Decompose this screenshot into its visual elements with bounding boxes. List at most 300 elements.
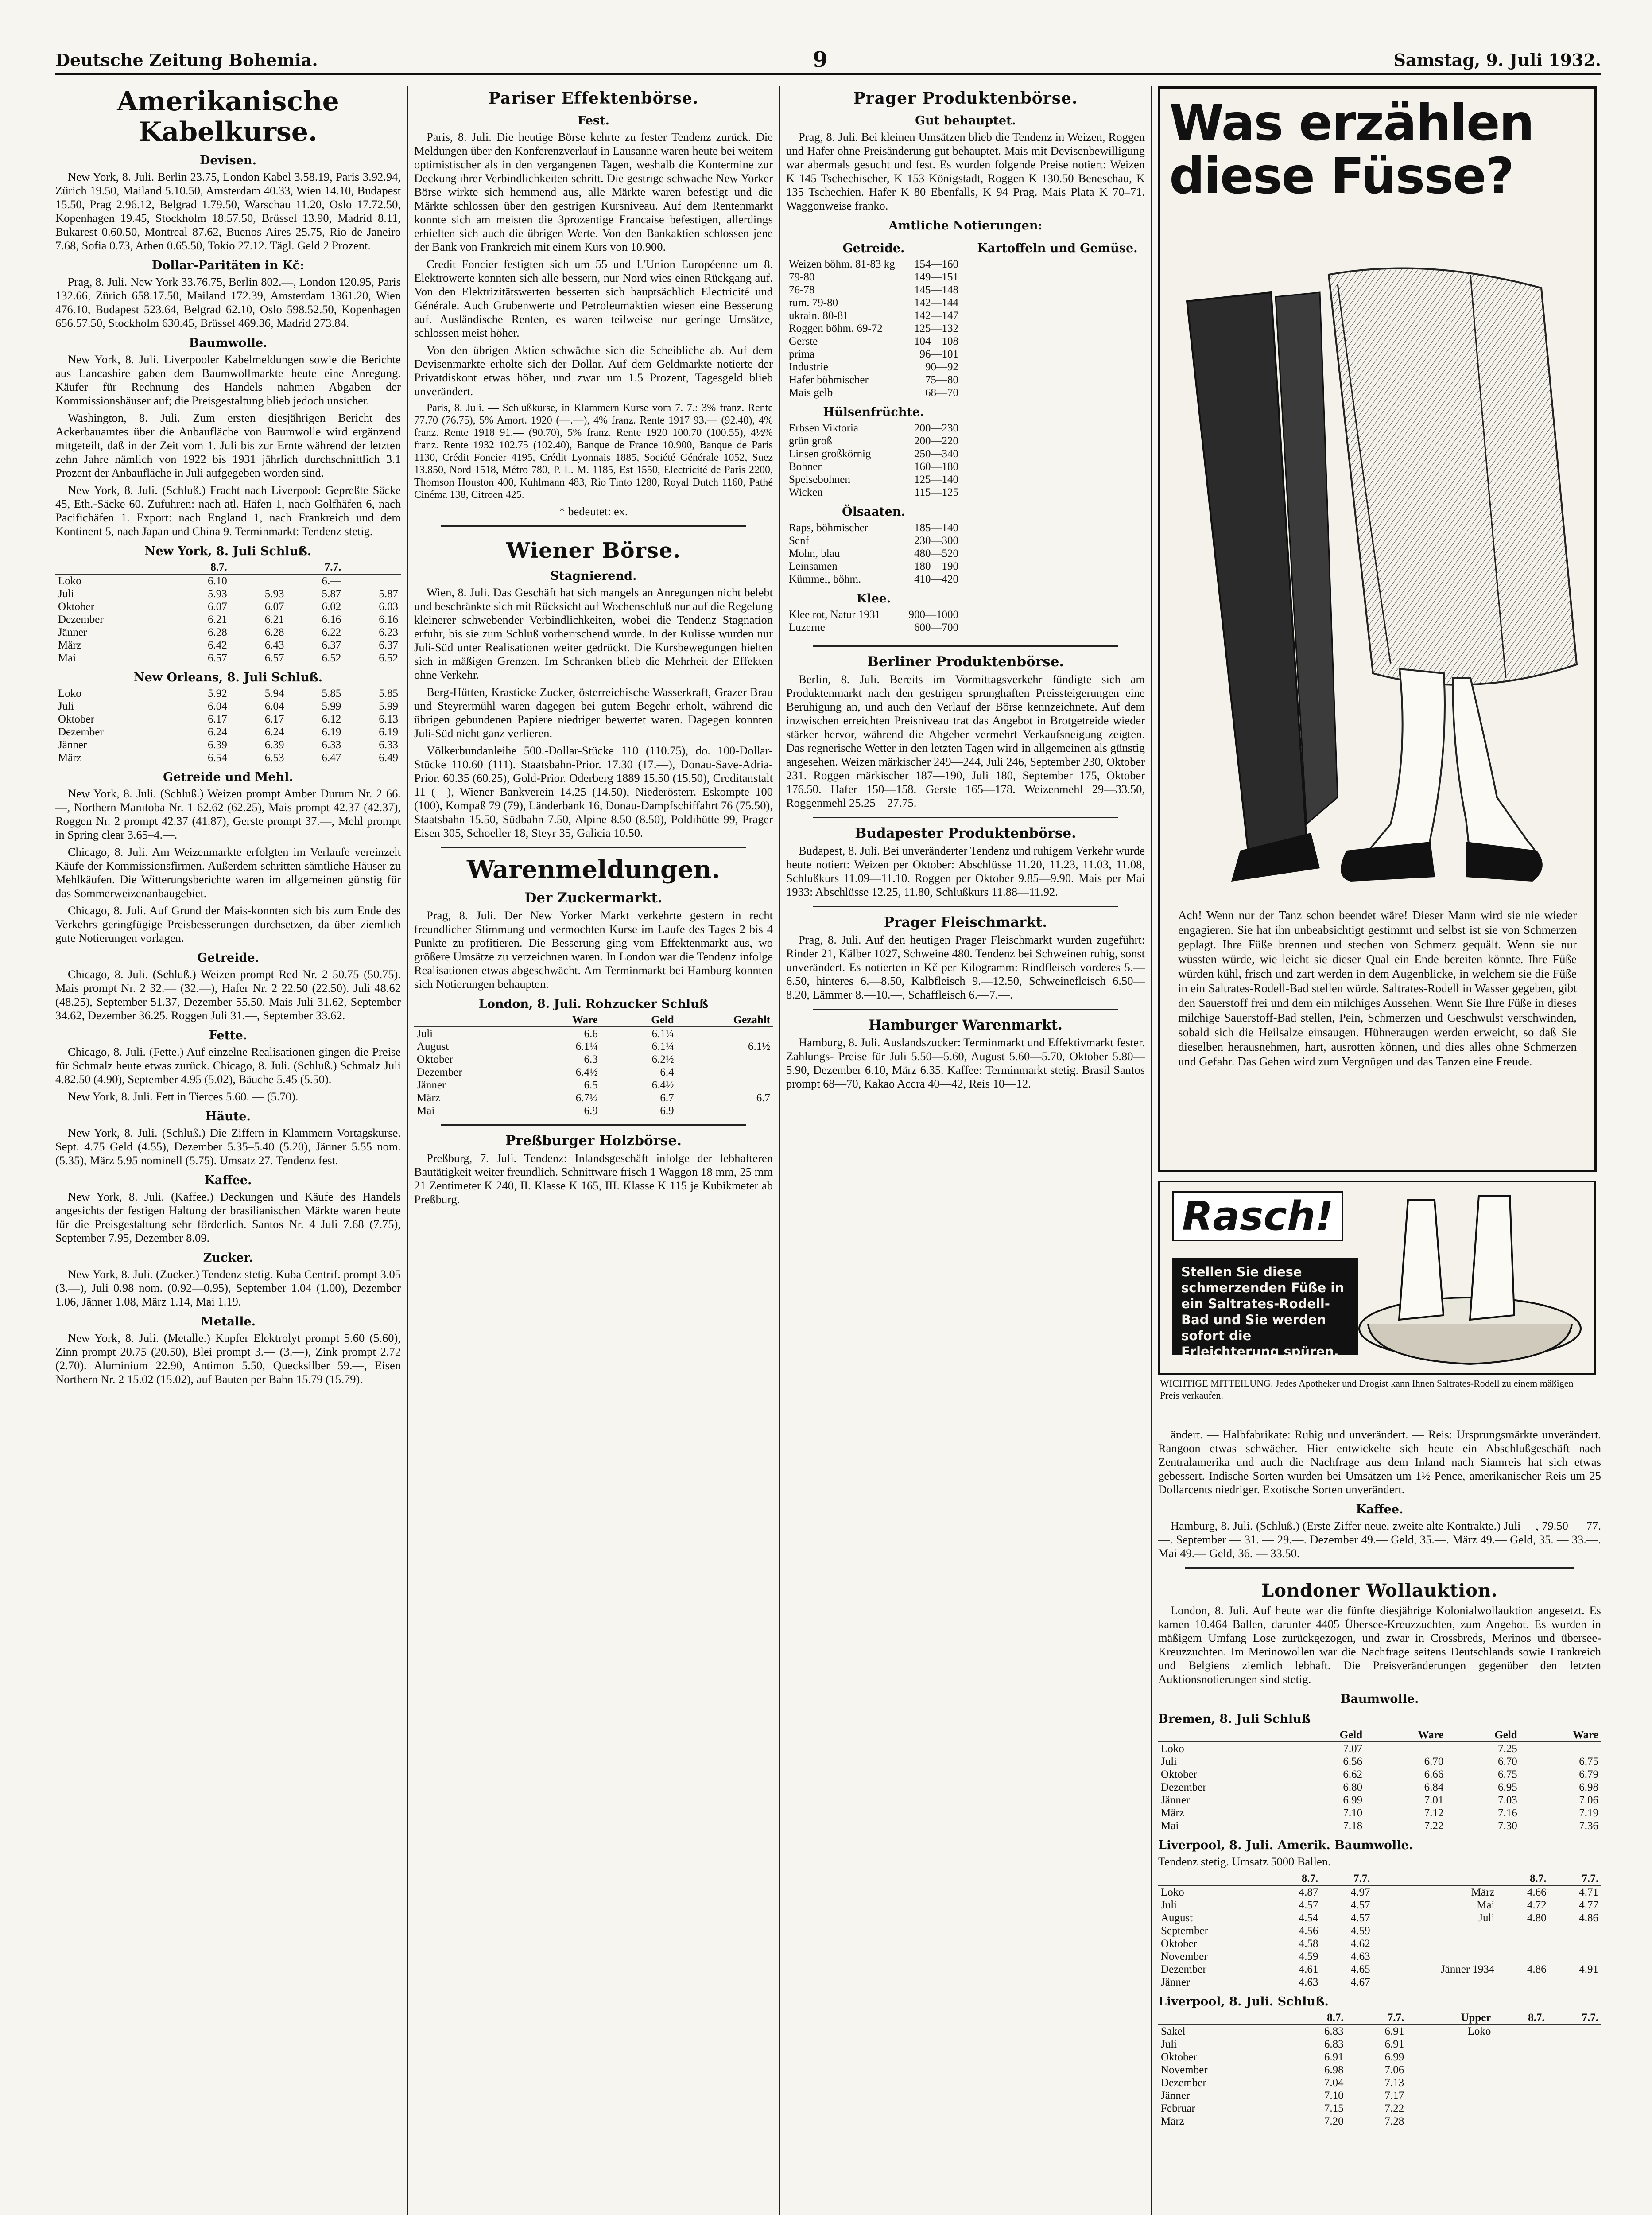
table-caption: New York, 8. Juli Schluß. [144, 544, 312, 558]
quote-value: 6.83 [1324, 2038, 1344, 2050]
quote-value: 6.75 [1497, 1768, 1517, 1780]
subsection-title: Hamburger Warenmarkt. [869, 1017, 1063, 1033]
article-text: Washington, 8. Juli. Zum ersten diesjährigen Bericht des Ackerbauamtes über die Anbaufläche von Baumwolle wird ergänzend mitgeteilt, daß in der Zeit vom 1. Juli bis zur Ernte während der letzten zehn Jahre nämlich von 1922 bis 1931 jährlich durchschnittlich 3.1 Prozent der Anbaufläche in Juli aufgegeben worden sind. [55, 411, 401, 479]
row-label: Bohnen [789, 461, 823, 473]
table-row [786, 361, 961, 373]
column-rule [1151, 86, 1152, 2215]
table-row [414, 1079, 773, 1092]
article-text: Chicago, 8. Juli. Am Weizenmarkte erfolgten im Verlaufe vereinzelt Käufe der Kommissionsfirmen. Außerdem schritten sämtliche Häuser zu Mehlkäufen. Die Witterungsberichte waren im allgemeinen günstig für das Sommerweizenanbaugebiet. [55, 845, 401, 900]
column-2 [414, 86, 773, 2215]
quote-value: 6.16 [322, 614, 341, 626]
row-label: Linsen großkörnig [789, 448, 871, 460]
table-row [786, 322, 961, 335]
quote-value: 6.6 [584, 1028, 598, 1040]
quote-value: 7.25 [1497, 1743, 1517, 1755]
quote-value: 7.28 [1384, 2115, 1404, 2127]
quote-value: 7.07 [1343, 1743, 1363, 1755]
quote-value: 6.28 [264, 626, 284, 638]
divider [1185, 1567, 1574, 1569]
table-caption: Bremen, 8. Juli Schluß [1158, 1712, 1311, 1726]
quote-value: 6.54 [207, 752, 227, 764]
quote-value: 6.21 [264, 614, 284, 626]
quote-value [1493, 2038, 1547, 2051]
article-text: New York, 8. Juli. (Schluß.) Die Ziffern in Klammern Vortagskurse. Sept. 4.75 Geld (4.55), Dezember 5.35–5.40 (5.20), Jänner 5.55 nom. (5.35), März 5.95 nominell (5.75). Umsatz 27. Tendenz fest. [55, 1126, 401, 1167]
ad-notice: WICHTIGE MITTEILUNG. Jedes Apotheker und Drogist kann Ihnen Saltrates-Rodell zu einem mäßigen Preis verkaufen. [1160, 1378, 1574, 1401]
table-row [55, 574, 401, 587]
table-header: Ware Geld Gezahlt [414, 1014, 773, 1027]
table-row [786, 447, 961, 460]
quote-value: 6.53 [264, 752, 284, 764]
quote-value: 4.56 [1299, 1925, 1318, 1937]
table-row [1158, 1912, 1601, 1924]
quote-value: 6.99 [1343, 1794, 1363, 1806]
quote-value: 6.19 [379, 726, 398, 738]
quote-value: 6.70 [1497, 1756, 1517, 1768]
table-row [786, 348, 961, 361]
subsection-title: Hülsenfrüchte. [823, 405, 924, 419]
row-label: März [58, 752, 81, 764]
quote-value: Juli [1478, 1912, 1495, 1924]
quote-table [1158, 1872, 1601, 1989]
subsection-title: Gut behauptet. [915, 114, 1016, 128]
divider [813, 1009, 1118, 1010]
row-label: Jänner [58, 626, 87, 638]
table-row [414, 1066, 773, 1079]
table-row [786, 373, 961, 386]
table-row [1158, 2089, 1601, 2102]
footnote: * bedeutet: ex. [559, 505, 628, 518]
table-row [786, 547, 961, 560]
subsection-title: Preßburger Holzbörse. [505, 1133, 682, 1149]
ad-headline: Was erzählen diese Füsse? [1169, 94, 1534, 205]
quote-value: 7.03 [1497, 1794, 1517, 1806]
row-label: Roggen böhm. 69-72 [789, 323, 883, 334]
row-label: Juli [417, 1028, 433, 1040]
article-text: Prag, 8. Juli. Der New Yorker Markt verkehrte gestern in recht freundlicher Stimmung und vermochten Kurse im Laufe des Tages 2 bis 4 Punkte zu profitieren. Die Besserung ging vom Effektenmarkt aus, wo größere Umsätze zu verzeichnen waren. In London war die Tendenz infolge Realisationen etwas abgeschwächt. Am Terminmarkt bei Hamburg konnten sich Notierungen behaupten. [414, 909, 773, 991]
quote-table [414, 1014, 773, 1117]
quote-value [1373, 1924, 1497, 1937]
quote-value: 7.06 [1384, 2064, 1404, 2076]
subsection-title: Devisen. [200, 154, 256, 167]
row-label: Jänner [1161, 1976, 1190, 1988]
column-4 [1158, 86, 1601, 2215]
article-text: Berg-Hütten, Krasticke Zucker, österreichische Wasserkraft, Grazer Brau und Steyrermühl waren dagegen bei gutem Begehr erholt, während die übrigen gebundenen Papiere niedriger bewertet waren. Dagegen konnten Juli-Süd nicht ganz verlieren. [414, 685, 773, 740]
table-row [786, 621, 961, 634]
quote-value: 4.57 [1299, 1899, 1318, 1911]
quote-value [677, 1053, 773, 1066]
table-row [414, 1040, 773, 1053]
quote-value: Jänner 1934 [1440, 1963, 1495, 1975]
quote-value [1407, 2102, 1493, 2115]
row-label: Speisebohnen [789, 474, 850, 486]
quote-value [1365, 1742, 1446, 1755]
quote-value: März [1471, 1886, 1495, 1898]
divider [813, 645, 1118, 647]
quote-value: 6.99 [1384, 2051, 1404, 2063]
table-row [786, 309, 961, 322]
quote-value: 75—80 [925, 374, 958, 386]
quote-value: 68—70 [925, 387, 958, 399]
quote-value: 4.71 [1579, 1886, 1598, 1898]
row-label: Dezember [58, 726, 104, 738]
table-row [55, 726, 401, 738]
article-text: Chicago, 8. Juli. (Schluß.) Weizen prompt Red Nr. 2 50.75 (50.75). Mais prompt Nr. 2 32.— (32.—), Hafer Nr. 2 22.50 (22.50). Juli 48.62 (48.25), September 51.37, Dezember 55.50. Mais Juli 31.62, September 34.62, Dezember 36.25. Roggen Juli 31.—, September 33.62. [55, 968, 401, 1022]
quote-value: 5.85 [379, 688, 398, 699]
quote-value: 6.17 [264, 713, 284, 725]
quote-value: 6.49 [379, 752, 398, 764]
row-label: rum. 79-80 [789, 297, 838, 309]
quote-value: 5.99 [379, 700, 398, 712]
table-row [786, 534, 961, 547]
row-label: November [1161, 1951, 1208, 1962]
quote-value [1493, 2025, 1547, 2038]
row-label: Dezember [1161, 1781, 1206, 1793]
quote-value: 5.87 [379, 588, 398, 600]
quote-value: 480—520 [914, 548, 958, 560]
table-row [1158, 1819, 1601, 1832]
quote-value: 4.67 [1350, 1976, 1370, 1988]
quote-value: 6.13 [379, 713, 398, 725]
article-text: New York, 8. Juli. Liverpooler Kabelmeldungen sowie die Berichte aus Lancashire gaben dem Baumwollmarkte heute eine Anregung. Käufer für Rechnung des Handels nahmen Abgaben der Kommissionshäuser auf; die Preisgestaltung blieb jedoch unsicher. [55, 353, 401, 407]
quote-value [1493, 2115, 1547, 2128]
article-text: Chicago, 8. Juli. Auf Grund der Mais-konnten sich bis zum Ende des Verkehrs geringfügige Preisbesserungen durchsetzen, da über ziemlich gute Notierungen vorlagen. [55, 904, 401, 944]
article-text: New York, 8. Juli. Fett in Tierces 5.60. — (5.70). [68, 1090, 299, 1103]
quote-value: 4.63 [1350, 1951, 1370, 1962]
price-list-left [786, 235, 961, 638]
quote-value: 4.77 [1579, 1899, 1598, 1911]
article-text: Hamburg, 8. Juli. Auslandszucker: Terminmarkt und Effektivmarkt fester. Zahlungs- Preise für Juli 5.50—5.60, August 5.60—5.70, Oktober 5.80—5.90, Dezember 6.10, März 6.35. Kaffee: Terminmarkt stetig. Brasil Santos prompt 68—70, Kakao Accra 40—42, Reis 10—12. [786, 1036, 1145, 1090]
row-label: März [1161, 1807, 1184, 1819]
subsection-title: Metalle. [200, 1315, 256, 1329]
quote-value: 4.57 [1350, 1912, 1370, 1924]
quote-value [1549, 1950, 1601, 1963]
row-label: Klee rot, Natur 1931 [789, 609, 880, 621]
quote-value: 6.95 [1497, 1781, 1517, 1793]
row-label: Oktober [1161, 1938, 1197, 1950]
ad-body: Ach! Wenn nur der Tanz schon beendet wäre! Dieser Mann wird sie nie wieder engagieren. Sie hat ihn unbeabsichtigt gestimmt und selbst ist sie von Schmerzen geplagt. Ihre Füße brennen und stechen von Schmerz gequält. Wenn sie nur wüssten würde, wie leicht sie dieser Qual ein Ende bereiten könnte. Ihre Füße würden kühl, frisch und zart werden in dem Augenblicke, in welchem sie die Füße in ein Saltrates-Rodell-Bad stellen würde. Saltrates-Rodell in Wasser gegeben, gibt den Sauerstoff frei und dem ein milchiges Aussehen. Wenn Sie Ihre Füße in dieses milchige Sauerstoff-Bad stellen, Pein, Schmerzen und Geschwulst verschwinden, sobald sich die Heilsalze einsaugen. Hühneraugen werden erweicht, so daß Sie dieselben herausnehmen, hart, ausrotten können, und dies alles ohne Schmerzen und Gefahr. Das Gehen wird zum Vergnügen und das Tanzen eine Freude. [1178, 909, 1577, 1068]
row-label: Juli [1161, 2038, 1177, 2050]
row-label: November [1161, 2064, 1208, 2076]
quote-value [677, 1079, 773, 1092]
quote-value: 6.5 [584, 1079, 598, 1092]
quote-value: 6.22 [322, 626, 341, 638]
subsection-title: Fest. [578, 114, 609, 128]
table-row [786, 271, 961, 284]
quote-value: 6.83 [1324, 2025, 1344, 2037]
article-text: Tendenz stetig. Umsatz 5000 Ballen. [1158, 1855, 1331, 1868]
article-text: New York, 8. Juli. (Zucker.) Tendenz stetig. Kuba Centrif. prompt 3.05 (3.—), Juli 0.98 nom. (0.92—0.95), September 1.04 (1.00), Dezember 1.06, Jänner 1.08, März 1.14, Mai 1.19. [55, 1267, 401, 1308]
quote-value: 4.86 [1527, 1963, 1547, 1975]
section-title: Amerikanische Kabelkurse. [117, 86, 339, 148]
table-row [1158, 2063, 1601, 2076]
table-row [1158, 2038, 1601, 2051]
quote-value [601, 1092, 613, 1104]
quote-value [1547, 2102, 1601, 2115]
article-text: Budapest, 8. Juli. Bei unveränderter Tendenz und ruhigem Verkehr wurde heute notiert: Weizen per Oktober: Abschlüsse 11.20, 11.23, 11.03, 11.08, Schlußkurs 11.09—11.10. Roggen per Oktober 9.85—9.90. Mais per Mai 1933: Abschlüsse 12.25, 11.80, Schlußkurs 11.88—11.92. [786, 844, 1145, 898]
quote-value [601, 1053, 613, 1066]
quote-value [1547, 2038, 1601, 2051]
ad-callout: Stellen Sie diese schmerzenden Füße in ein Saltrates-Rodell-Bad und Sie werden sofort die Erleichterung spüren. [1172, 1258, 1358, 1355]
row-label: Loko [1161, 1743, 1184, 1755]
table-caption: Liverpool, 8. Juli. Schluß. [1158, 1995, 1329, 2009]
quote-value: 6.56 [1343, 1756, 1363, 1768]
quote-value [1407, 2115, 1493, 2128]
quote-value [1407, 2051, 1493, 2063]
table-row [55, 613, 401, 626]
quote-value: 6.37 [322, 639, 341, 651]
article-text: New York, 8. Juli. (Kaffee.) Deckungen und Käufe des Handels angesichts der festigen Haltung der brasilianischen Märkte waren heute für die Preisgestaltung sehr förderlich. Santos Nr. 4 Juli 7.68 (7.75), September 7.95, Dezember 8.09. [55, 1190, 401, 1244]
quote-value: 7.01 [1424, 1794, 1444, 1806]
quote-value: 4.61 [1299, 1963, 1318, 1975]
table-row [55, 700, 401, 713]
quote-value: Loko [1467, 2025, 1491, 2037]
subsection-title: Amtliche Notierungen: [888, 219, 1043, 233]
quote-value [677, 1104, 773, 1117]
table-header: 8.7. 7.7. 8.7. 7.7. [1158, 1872, 1601, 1885]
row-label: Oktober [417, 1053, 453, 1066]
table-row [55, 600, 401, 613]
quote-value: 4.97 [1350, 1886, 1370, 1898]
quote-value: 6.43 [264, 639, 284, 651]
table-row [786, 608, 961, 621]
quote-value [230, 574, 287, 587]
article-text: Berlin, 8. Juli. Bereits im Vormittagsverkehr fündigte sich am Produktenmarkt nach den gestrigen sprunghaften Preissteigerungen eine Beruhigung an, und auch den Verlauf der Börse kennzeichnete. Auf dem inzwischen erreichten Preisniveau trat das Angebot in Brotgetreide wieder stärker hervor, während die Abgeber vermehrt Verkaufsneigung zeigten. Das regnerische Wetter in den letzten Tagen wird in allgemeinen als günstig angesehen. Weizen märkischer 249—244, Juli 246, September 230, Oktober 231. Roggen märkischer 187—190, Juli 180, September 175, Oktober 176.50. Hafer 150—158. Gerste 165—178. Weizenmehl 29—33.50, Roggenmehl 25.25—27.75. [786, 672, 1145, 809]
quote-value: 185—140 [914, 522, 958, 534]
quote-value: 200—230 [914, 422, 958, 434]
quote-value: 200—220 [914, 435, 958, 447]
quote-value: 6.04 [207, 700, 227, 712]
quote-value: 6.9 [584, 1105, 598, 1117]
quote-value: 6.03 [379, 601, 398, 613]
row-label: Erbsen Viktoria [789, 422, 859, 434]
quote-value: 145—148 [914, 284, 958, 296]
article-text: Wien, 8. Juli. Das Geschäft hat sich mangels an Anregungen nicht belebt und beschränkte sich mit Rücksicht auf Wochenschluß nur auf die Regelung kleinerer schwebender Verbindlichkeiten, wobei die Tendenz Stagnation erfuhr, bis sie zum Schluß vorherrschend wurde. In der Kulisse wurden nur Juli-Süd unter Realisationen weiter gedrückt. Die Kursbewegungen hielten sich in mäßigen Grenzen. Im Schranken blieb die Mehrheit der Effekten ohne Verkehr. [414, 586, 773, 681]
row-label: Industrie [789, 361, 828, 373]
divider [441, 847, 746, 848]
table-row [414, 1092, 773, 1104]
subsection-title: Berliner Produktenbörse. [867, 654, 1064, 670]
table-row [55, 639, 401, 652]
quote-value: 7.19 [1579, 1807, 1598, 1819]
row-label: März [58, 639, 81, 651]
table-row [55, 587, 401, 600]
article-text: Preßburg, 7. Juli. Tendenz: Inlandsgeschäft infolge der lebhafteren Bautätigkeit weiter freundlich. Schnittware frisch 1 Waggon 18 mm, 25 mm 21 Zentimeter K 240, II. Klasse K 165, III. Klasse K 115 je Kubikmeter ab Preßburg. [414, 1151, 773, 1206]
quote-value: 7.22 [1424, 1820, 1444, 1832]
masthead [55, 47, 1601, 75]
quote-value: 90—92 [925, 361, 958, 373]
table-row [1158, 1742, 1601, 1755]
row-label: Mai [417, 1105, 435, 1117]
quote-value: 6.10 [207, 575, 227, 587]
quote-value: 125—140 [914, 474, 958, 486]
divider [813, 817, 1118, 818]
quote-table [1158, 1729, 1601, 1832]
row-label: Oktober [58, 601, 94, 613]
row-label: Wicken [789, 486, 823, 498]
subsection-title: Dollar-Paritäten in Kč: [151, 259, 305, 272]
quote-value [1520, 1742, 1601, 1755]
quote-value: 6.39 [264, 739, 284, 751]
quote-value: 6.98 [1324, 2064, 1344, 2076]
table-header: Geld Ware Geld Ware [1158, 1729, 1601, 1742]
quote-value: 4.62 [1350, 1938, 1370, 1950]
table-row [55, 626, 401, 639]
quote-table [786, 521, 961, 586]
quote-value: 6.21 [207, 614, 227, 626]
table-row [786, 258, 961, 271]
row-label: Leinsamen [789, 560, 838, 572]
row-label: Loko [58, 575, 81, 587]
row-label: Loko [58, 688, 81, 699]
ad-slogan: Rasch! [1172, 1191, 1343, 1241]
article-text: Völkerbundanleihe 500.-Dollar-Stücke 110 (110.75), do. 100-Dollar-Stücke 110.60 (111). Staatsbahn-Prior. 17.30 (17.—), Donau-Save-Adria-Prior. 60.35 (60.25), Gold-Prior. Oderberg 1889 15.50 (15.50), Creditanstalt 11 (—), Wiener Bankverein 14.25 (14.50), Niederösterr. Eskompte 100 (100), Kompaß 79 (79), Länderbank 16, Donau-Dampfschiffahrt 76 (75.50), Staatsbahn 15.50, Südbahn 7.50, Alpine 8.50 (8.50), Poldihütte 99, Prager Eisen 305, Schoeller 18, Steyr 35, Galicia 10.50. [414, 744, 773, 839]
table-row [786, 521, 961, 534]
table-row [55, 687, 401, 700]
quote-value: 6.9 [660, 1105, 674, 1117]
quote-value [1407, 2038, 1493, 2051]
quote-value: 600—700 [914, 622, 958, 633]
subsection-title: Zucker. [203, 1251, 253, 1265]
quote-value [344, 574, 401, 587]
row-label: Jänner [58, 739, 87, 751]
quote-table [55, 687, 401, 764]
quote-value: 410—420 [914, 573, 958, 585]
quote-value: 6.1¼ [575, 1041, 598, 1053]
section-title: Prager Produktenbörse. [853, 89, 1078, 108]
table-row [786, 422, 961, 435]
quote-value: 96—101 [919, 348, 958, 360]
quote-value [1407, 2063, 1493, 2076]
table-row [1158, 1976, 1601, 1989]
quote-value: 900—1000 [908, 609, 958, 621]
article-text: ändert. — Halbfabrikate: Ruhig und unverändert. — Reis: Ursprungsmärkte unverändert. Rangoon etwas schwächer. Hier entwickelte sich heute ein Abschlußgeschäft nach Zentralamerika und auch die Nachfrage aus dem Inland nach Siamreis hat sich etwas gebessert. Indische Sorten wurden bei Umsätzen um 1½ Pence, amerikanischer Reis um 25 Dollarcents niedriger. Exotische Sorten unverändert. [1158, 1428, 1601, 1496]
quote-value [601, 1066, 613, 1079]
quote-value [1373, 1976, 1497, 1989]
quote-value: 7.10 [1324, 2090, 1344, 2102]
quote-value: 6.17 [207, 713, 227, 725]
quote-value: 4.80 [1527, 1912, 1547, 1924]
table-row [1158, 1899, 1601, 1912]
quote-value: 4.59 [1350, 1925, 1370, 1937]
row-label: Luzerne [789, 622, 825, 633]
newspaper-name: Deutsche Zeitung Bohemia. [55, 50, 318, 70]
quote-value [1493, 2063, 1547, 2076]
quote-value: 6.4½ [651, 1079, 674, 1092]
row-label: Juli [58, 700, 74, 712]
quote-value: 115—125 [914, 486, 958, 498]
table-row [1158, 2051, 1601, 2063]
article-text: Paris, 8. Juli. — Schlußkurse, in Klammern Kurse vom 7. 7.: 3% franz. Rente 77.70 (76.75), 5% Amort. 1920 (—.—), 4% franz. Rente 1917 93.— (92.40), 4% franz. Rente 1918 91.— (90.70), 5% franz. Rente 1920 100.70 (100.55), 4½% franz. Rente 1932 102.75 (102.40), Banque de France 10.900, Banque de Paris 1130, Crédit Foncier 4195, Crédit Lyonnais 1885, Société Générale 1052, Suez 13.850, Nord 1518, Métro 780, P. L. M. 1185, Est 1550, Electricité de Paris 2200, Thomson Houston 400, Kuhlmann 483, Rio Tinto 1280, Royal Dutch 1160, Pathé Cinéma 138, Citroen 425. [414, 402, 773, 501]
quote-table [1158, 2011, 1601, 2128]
table-row [1158, 1950, 1601, 1963]
table-row [1158, 2076, 1601, 2089]
quote-value [1547, 2089, 1601, 2102]
quote-value: 6.1¼ [651, 1041, 674, 1053]
table-row [786, 335, 961, 348]
quote-value: 6.07 [264, 601, 284, 613]
quote-table [786, 608, 961, 634]
table-row [55, 751, 401, 764]
advertisement-rasch [1158, 1181, 1596, 1401]
quote-value: 6.57 [207, 652, 227, 664]
subsection-title: Budapester Produktenbörse. [855, 825, 1076, 841]
table-row [1158, 1768, 1601, 1781]
row-label: Dezember [1161, 2077, 1206, 2089]
quote-value: 6.91 [1384, 2038, 1404, 2050]
row-label: Oktober [1161, 1768, 1197, 1780]
quote-value: 6.66 [1424, 1768, 1444, 1780]
section-title: Londoner Wollauktion. [1261, 1580, 1498, 1601]
subsection-title: Kaffee. [204, 1174, 252, 1187]
quote-value: 4.91 [1579, 1963, 1598, 1975]
quote-value: 7.13 [1384, 2077, 1404, 2089]
table-row [414, 1027, 773, 1040]
quote-value: 4.58 [1299, 1938, 1318, 1950]
section-title: Warenmeldungen. [467, 855, 720, 884]
quote-value: 180—190 [914, 560, 958, 572]
divider [441, 1124, 746, 1126]
quote-value: 5.85 [322, 688, 341, 699]
row-label: Kümmel, böhm. [789, 573, 861, 585]
quote-value: 5.99 [322, 700, 341, 712]
quote-value [1373, 1937, 1497, 1950]
row-label: Februar [1161, 2102, 1195, 2114]
subsection-title: Der Zuckermarkt. [524, 890, 663, 906]
row-label: Oktober [58, 713, 94, 725]
subsection-title: Kaffee. [1356, 1503, 1404, 1516]
table-caption: London, 8. Juli. Rohzucker Schluß [478, 997, 709, 1011]
row-label: 76-78 [789, 284, 815, 296]
row-label: Juli [58, 588, 74, 600]
row-label: August [417, 1041, 449, 1053]
quote-value: 6.98 [1579, 1781, 1598, 1793]
row-label: Mohn, blau [789, 548, 840, 560]
table-row [1158, 1963, 1601, 1976]
row-label: Juli [1161, 1899, 1177, 1911]
quote-value: 7.18 [1343, 1820, 1363, 1832]
table-header: 8.7. 7.7. Upper 8.7. 7.7. [1158, 2011, 1601, 2025]
row-label: August [1161, 1912, 1193, 1924]
quote-value: 4.57 [1350, 1899, 1370, 1911]
table-row [1158, 2115, 1601, 2128]
quote-value [1497, 1937, 1549, 1950]
quote-value: 7.20 [1324, 2115, 1344, 2127]
row-label: Sakel [1161, 2025, 1186, 2037]
quote-value: 250—340 [914, 448, 958, 460]
article-text: Paris, 8. Juli. Die heutige Börse kehrte zu fester Tendenz zurück. Die Meldungen über den Konferenzverlauf in Lausanne waren heute bei weitem optimistischer als in den vergangenen Tagen, weshalb die Kontermine zur Deckung ihrer Verbindlichkeiten schritt. Die gestrige schwache New Yorker Börse wirkte sich hemmend aus, alle Märkte waren befestigt und die Märkte schlossen über den gestrigen Kursniveau. Auf dem Rentenmarkt konnte sich am meisten die 3prozentige Francaise befestigen, allerdings erhielten sich auch die übrigen Werte. Von den Bankaktien schlossen jene der Bank von Frankreich mit einem Kurs von 10.900. [414, 130, 773, 253]
quote-value: 4.54 [1299, 1912, 1318, 1924]
quote-value: 7.15 [1324, 2102, 1344, 2114]
article-text: New York, 8. Juli. (Schluß.) Fracht nach Liverpool: Gepreßte Säcke 45, Eth.-Säcke 60. Zufuhren: nach atl. Häfen 1, nach Golfhäfen 6, nach Pacifichäfen 1. Export: nach England 1, nach Frankreich und dem Kontinent 5, nach Japan und China 9. Terminmarkt: Tendenz stetig. [55, 483, 401, 538]
table-row [786, 473, 961, 486]
quote-value: 6.52 [379, 652, 398, 664]
quote-value: 6.62 [1343, 1768, 1363, 1780]
issue-date: Samstag, 9. Juli 1932. [1393, 50, 1601, 70]
quote-value [1493, 2051, 1547, 2063]
section-title: Wiener Börse. [506, 538, 681, 563]
subsection-title: Ölsaaten. [842, 505, 905, 519]
quote-value: 6.1¼ [651, 1028, 674, 1040]
subsection-title: Getreide. [842, 241, 905, 255]
table-header: 8.7. 7.7. [55, 561, 401, 574]
quote-value [1547, 2051, 1601, 2063]
quote-value [1547, 2076, 1601, 2089]
quote-value: 5.94 [264, 688, 284, 699]
row-label: Jänner [1161, 1794, 1190, 1806]
quote-value [1549, 1924, 1601, 1937]
quote-value: 6.7 [756, 1092, 770, 1104]
quote-value: 6.— [322, 575, 341, 587]
